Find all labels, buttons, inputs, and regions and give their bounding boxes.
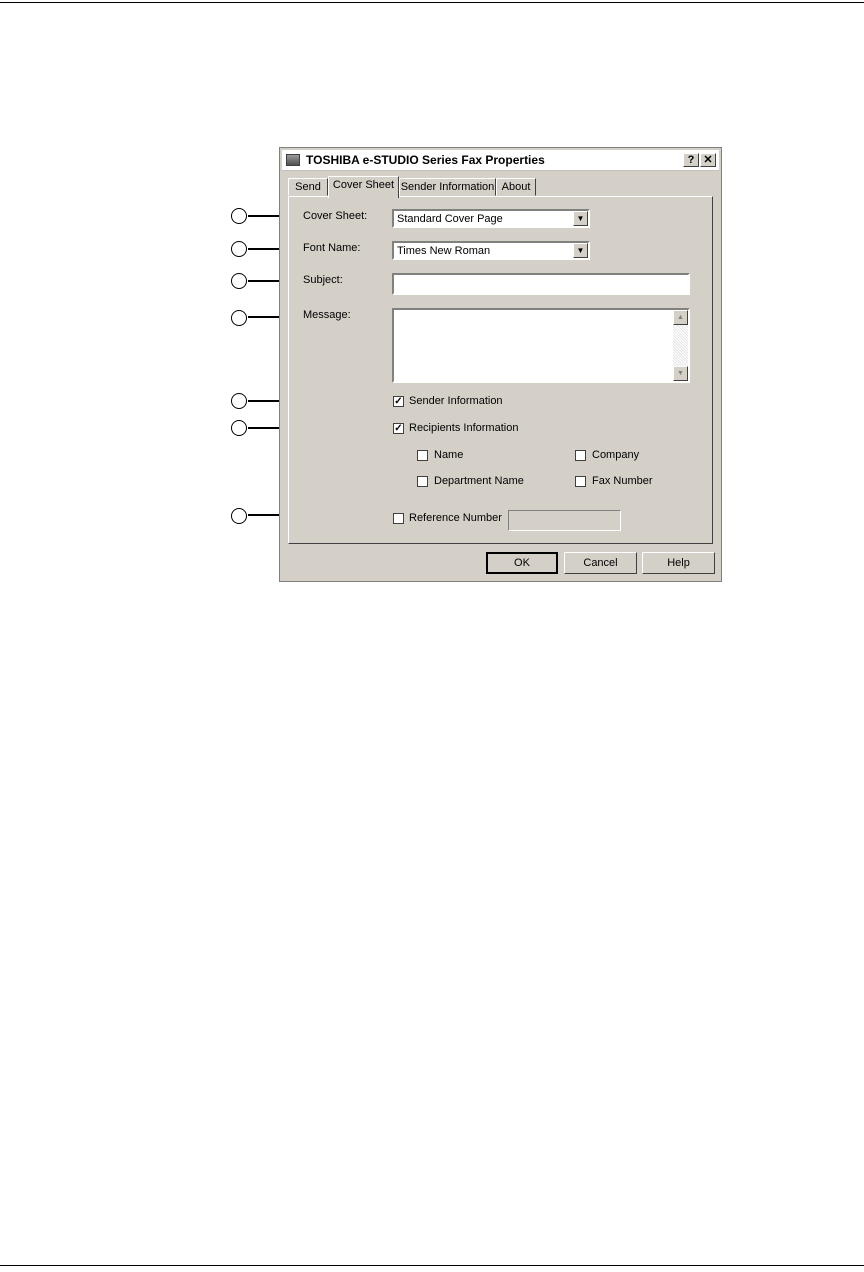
message-scrollbar[interactable] — [673, 310, 688, 381]
bottom-rule — [0, 1265, 864, 1266]
subject-label: Subject: — [303, 274, 343, 286]
company-checkbox[interactable] — [575, 450, 586, 461]
font-name-value: Times New Roman — [397, 245, 491, 257]
dialog-title: TOSHIBA e-STUDIO Series Fax Properties — [306, 153, 545, 167]
callout-circle — [231, 310, 247, 326]
callout-circle — [231, 273, 247, 289]
chevron-down-icon[interactable]: ▼ — [573, 211, 588, 226]
fax-number-checkbox[interactable] — [575, 476, 586, 487]
reference-number-checkbox[interactable] — [393, 513, 404, 524]
scroll-up-icon[interactable]: ▲ — [673, 310, 688, 325]
company-label: Company — [592, 449, 640, 461]
title-bar — [282, 150, 719, 171]
sender-information-checkbox[interactable]: ✓ — [394, 396, 403, 407]
help-icon[interactable]: ? — [683, 153, 699, 167]
tab-send[interactable]: Send — [288, 178, 328, 196]
tab-about[interactable]: About — [496, 178, 536, 196]
recipients-information-label: Recipients Information — [409, 422, 519, 434]
cover-sheet-value: Standard Cover Page — [397, 213, 503, 225]
sender-information-label: Sender Information — [409, 395, 503, 407]
cover-sheet-panel — [288, 196, 713, 544]
department-name-label: Department Name — [434, 475, 524, 487]
cover-sheet-label: Cover Sheet: — [303, 210, 368, 222]
reference-number-input[interactable] — [508, 510, 621, 531]
department-name-checkbox[interactable] — [417, 476, 428, 487]
callout-circle — [231, 420, 247, 436]
cover-sheet-select[interactable] — [392, 209, 590, 228]
subject-input[interactable] — [392, 273, 690, 295]
reference-number-label: Reference Number — [409, 512, 502, 524]
font-name-label: Font Name: — [303, 242, 361, 254]
fax-properties-dialog — [279, 147, 722, 582]
fax-number-label: Fax Number — [592, 475, 653, 487]
callout-circle — [231, 241, 247, 257]
name-label: Name — [434, 449, 464, 461]
callout-circle — [231, 208, 247, 224]
message-textarea[interactable] — [392, 308, 690, 383]
scroll-down-icon[interactable]: ▼ — [673, 366, 688, 381]
cancel-button[interactable]: Cancel — [564, 552, 637, 574]
tab-cover-sheet[interactable]: Cover Sheet — [328, 176, 399, 198]
recipients-information-checkbox[interactable]: ✓ — [394, 423, 403, 434]
tab-sender-information[interactable]: Sender Information — [399, 178, 496, 196]
callout-circle — [231, 393, 247, 409]
printer-icon — [286, 154, 300, 166]
name-checkbox[interactable] — [417, 450, 428, 461]
ok-button[interactable]: OK — [486, 552, 558, 574]
callout-circle — [231, 508, 247, 524]
close-icon[interactable]: ✕ — [700, 153, 716, 167]
help-button[interactable]: Help — [642, 552, 715, 574]
top-rule — [0, 2, 864, 3]
font-name-select[interactable] — [392, 241, 590, 260]
message-label: Message: — [303, 309, 351, 321]
chevron-down-icon[interactable]: ▼ — [573, 243, 588, 258]
